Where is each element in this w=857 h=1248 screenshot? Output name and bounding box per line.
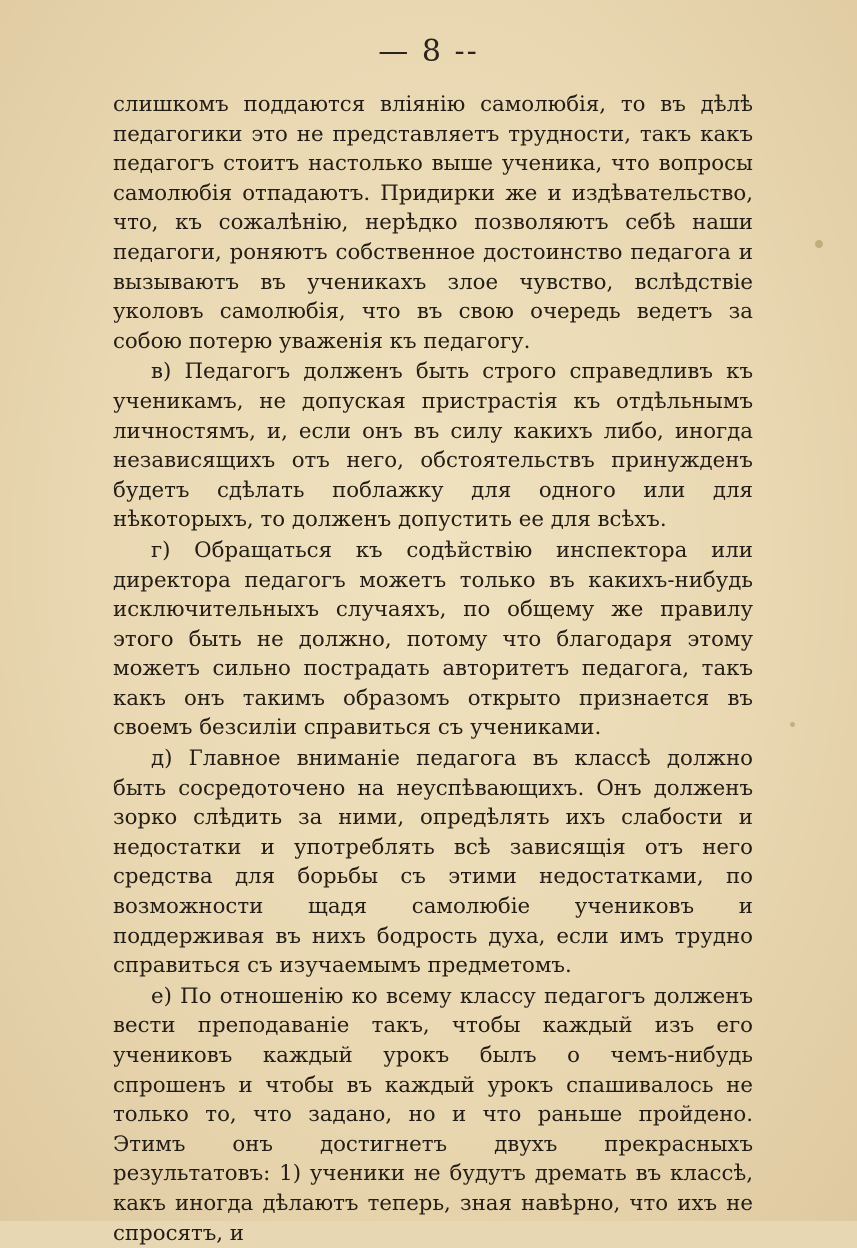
paragraph-d: д) Главное вниманіе педагога въ классѣ должно быть сосредоточено на неуспѣвающихъ. Онъ долженъ зорко слѣдить за ними, опредѣлять ихъ слабости и недостатки и употреблять всѣ зависящія отъ него средства для борьбы съ этими недостатками, по возможности щадя самолюбіе учениковъ и поддерживая въ нихъ бодрость духа, если имъ трудно справиться съ изучаемымъ предметомъ. <box>113 746 753 979</box>
paragraph-v: в) Педагогъ долженъ быть строго справедливъ къ ученикамъ, не допуская пристрастія къ отдѣльнымъ личностямъ, и, если онъ въ силу какихъ либо, иногда независящихъ отъ него, обстоятельствъ принужденъ будетъ сдѣлать поблажку для одного или для нѣкоторыхъ, то долженъ допустить ее для всѣхъ. <box>113 359 753 533</box>
paragraph-e: е) По отношенію ко всему классу педагогъ долженъ вести преподаваніе такъ, чтобы каждый изъ его учениковъ каждый урокъ былъ о чемъ-нибудь спрошенъ и чтобы въ каждый урокъ спашивалось не только то, что задано, но и что раньше пройдено. Этимъ онъ достигнетъ двухъ прекрасныхъ результатовъ: 1) ученики не будутъ дремать въ классѣ, какъ иногда дѣлаютъ теперь, зная навѣрно, что ихъ не спросятъ, и <box>113 983 753 1246</box>
paper-speck <box>815 240 823 248</box>
page-number: — 8 -- <box>378 34 479 69</box>
paper-speck <box>790 722 795 727</box>
paragraph-g: г) Обращаться къ содѣйствію инспектора или директора педагогъ можетъ только въ какихъ-нибудь исключительныхъ случаяхъ, по общему же правилу этого быть не должно, потому что благодаря этому можетъ сильно пострадать авторитетъ педагога, такъ какъ онъ такимъ образомъ открыто признается въ своемъ безсиліи справиться съ учениками. <box>113 537 753 741</box>
body-text <box>113 90 753 1248</box>
paragraph-continuation: слишкомъ поддаются вліянію самолюбія, то въ дѣлѣ педагогики это не представляетъ трудности, такъ какъ педагогъ стоитъ настолько выше ученика, что вопросы самолюбія отпадаютъ. Придирки же и издѣвательство, что, къ сожалѣнію, нерѣдко позволяютъ себѣ наши педагоги, роняютъ собственное достоинство педагога и вызываютъ въ ученикахъ злое чувство, вслѣдствіе уколовъ самолюбія, что въ свою очередь ведетъ за собою потерю уваженія къ педагогу. <box>113 92 753 354</box>
